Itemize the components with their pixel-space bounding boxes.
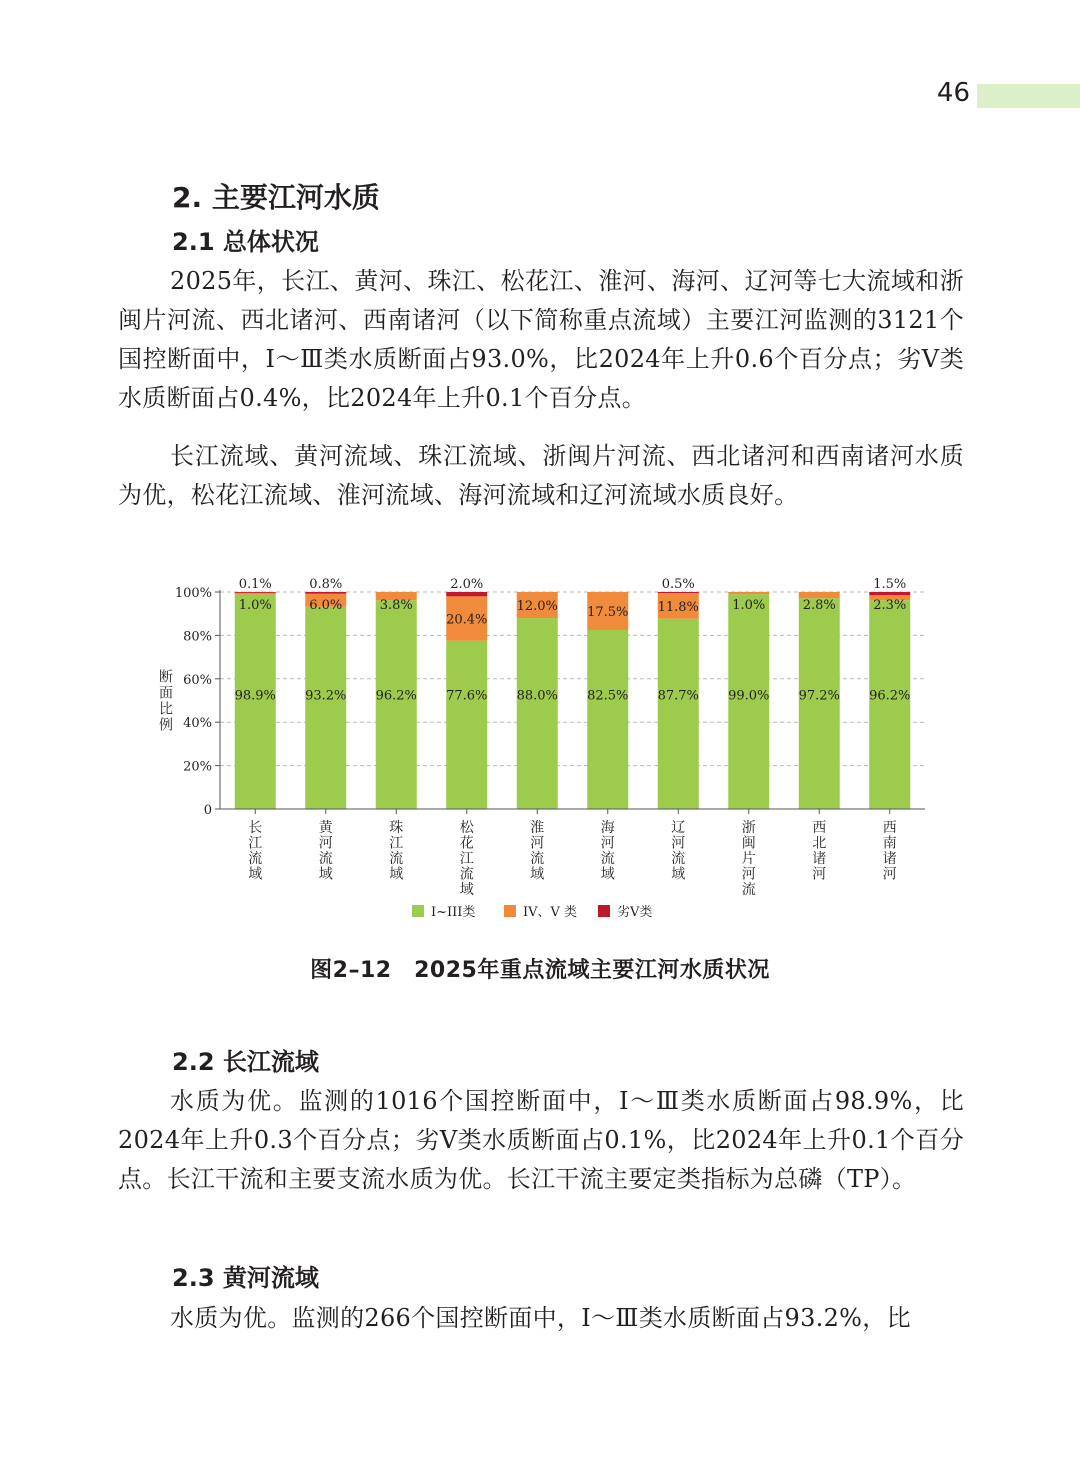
data-label: 2.8% xyxy=(802,598,836,613)
x-tick-label: 域 xyxy=(459,882,474,898)
x-tick-label: 诸 xyxy=(882,851,897,867)
x-tick-label: 辽 xyxy=(671,820,686,836)
data-label: 3.8% xyxy=(379,598,413,613)
data-label: 98.9% xyxy=(234,688,276,704)
legend-label: IV、V 类 xyxy=(523,905,578,920)
data-label: 87.7% xyxy=(657,688,699,704)
x-tick-label: 江 xyxy=(389,835,404,852)
x-tick-label: 域 xyxy=(248,866,263,883)
data-label: 82.5% xyxy=(587,688,629,704)
y-tick-label: 40% xyxy=(183,716,212,732)
data-label: 12.0% xyxy=(516,599,558,615)
x-tick-label: 松 xyxy=(459,820,474,836)
bar-segment xyxy=(305,592,346,594)
paragraph-yellow-river: 水质为优。监测的266个国控断面中，Ⅰ～Ⅲ类水质断面占93.2%，比 xyxy=(170,1304,911,1332)
data-label: 1.0% xyxy=(732,598,766,613)
paragraph-yangtze: 水质为优。监测的1016个国控断面中，Ⅰ～Ⅲ类水质断面占98.9%，比2024年上升0.3个百分点；劣Ⅴ类水质断面占0.1%，比2024年上升0.1个百分点。长江干流和主要支流水质为优。长江干流主要定类指标为总磷（TP）。 xyxy=(118,1087,964,1193)
data-label: 1.0% xyxy=(238,598,272,613)
bar-segment xyxy=(587,630,628,809)
x-tick-label: 域 xyxy=(318,866,333,883)
data-label: 0.5% xyxy=(661,577,695,592)
x-tick-label: 西 xyxy=(812,820,827,836)
y-axis-label: 例 xyxy=(159,717,173,734)
x-tick-label: 流 xyxy=(318,851,333,867)
bar-segment xyxy=(799,598,840,809)
data-label: 77.6% xyxy=(446,688,488,704)
x-tick-label: 河 xyxy=(882,866,897,883)
x-tick-label: 河 xyxy=(600,835,615,852)
x-tick-label: 西 xyxy=(882,820,897,836)
legend-label: 劣V类 xyxy=(617,905,653,920)
y-axis-label: 断 xyxy=(159,669,173,686)
x-tick-label: 域 xyxy=(530,866,545,883)
x-tick-label: 域 xyxy=(671,866,686,883)
bar-segment xyxy=(305,607,346,809)
x-tick-label: 江 xyxy=(459,851,474,867)
y-tick-label: 0 xyxy=(203,803,212,818)
data-label: 2.3% xyxy=(873,598,907,613)
bar-segment xyxy=(376,600,417,809)
x-tick-label: 淮 xyxy=(530,820,545,836)
x-tick-label: 闽 xyxy=(741,835,756,852)
data-label: 1.5% xyxy=(873,577,907,592)
x-tick-label: 长 xyxy=(248,820,263,836)
bar-segment xyxy=(235,592,276,593)
x-tick-label: 流 xyxy=(530,851,545,867)
x-tick-label: 诸 xyxy=(812,851,827,867)
data-label: 96.2% xyxy=(375,688,417,704)
x-tick-label: 珠 xyxy=(389,820,404,836)
figure-caption: 图2–12 2025年重点流域主要江河水质状况 xyxy=(310,958,770,983)
page-number: 46 xyxy=(936,78,970,108)
x-tick-label: 流 xyxy=(459,866,474,883)
bar-segment xyxy=(446,641,487,809)
data-label: 93.2% xyxy=(305,688,347,704)
bar-segment xyxy=(517,618,558,809)
data-label: 0.8% xyxy=(309,577,343,592)
subsection-title-2-2: 2.2 长江流域 xyxy=(172,1048,319,1076)
data-label: 6.0% xyxy=(309,598,343,613)
x-tick-label: 域 xyxy=(600,866,615,883)
x-tick-label: 流 xyxy=(741,882,756,898)
bar-segment xyxy=(446,592,487,596)
subsection-title-2-1: 2.1 总体状况 xyxy=(172,228,319,256)
legend-swatch xyxy=(598,905,610,917)
x-tick-label: 浙 xyxy=(741,820,756,836)
paragraph-basin-quality: 长江流域、黄河流域、珠江流域、浙闽片河流、西北诸河和西南诸河水质为优，松花江流域、淮河流域、海河流域和辽河流域水质良好。 xyxy=(118,442,964,509)
y-tick-label: 80% xyxy=(183,629,212,645)
section-title: 2. 主要江河水质 xyxy=(172,181,380,214)
data-label: 88.0% xyxy=(516,688,558,704)
y-tick-label: 100% xyxy=(174,586,212,601)
legend-swatch xyxy=(412,905,424,917)
x-tick-label: 南 xyxy=(882,835,897,852)
x-tick-label: 河 xyxy=(318,835,333,852)
x-tick-label: 流 xyxy=(600,851,615,867)
data-label: 17.5% xyxy=(587,604,629,620)
x-tick-label: 流 xyxy=(248,851,263,867)
x-tick-label: 河 xyxy=(741,866,756,883)
bar-segment xyxy=(658,619,699,809)
data-label: 2.0% xyxy=(450,577,484,592)
data-label: 0.1% xyxy=(238,577,272,592)
x-tick-label: 片 xyxy=(741,851,756,867)
legend-swatch xyxy=(504,905,516,917)
data-label: 20.4% xyxy=(446,612,488,628)
page-header-bar xyxy=(977,84,1080,108)
y-axis-label: 比 xyxy=(159,701,173,718)
paragraph-overview: 2025年，长江、黄河、珠江、松花江、淮河、海河、辽河等七大流域和浙闽片河流、西北诸河、西南诸河（以下简称重点流域）主要江河监测的3121个国控断面中，Ⅰ～Ⅲ类水质断面占93.0%，比2024年上升0.6个百分点；劣Ⅴ类水质断面占0.4%，比2024年上升0.1个百分点。 xyxy=(118,267,964,412)
x-tick-label: 北 xyxy=(812,835,827,852)
y-tick-label: 20% xyxy=(183,759,212,775)
x-tick-label: 流 xyxy=(389,851,404,867)
x-tick-label: 河 xyxy=(812,866,827,883)
bar-segment xyxy=(869,592,910,595)
bar-segment xyxy=(728,592,769,594)
legend-label: I~III类 xyxy=(431,905,476,920)
x-tick-label: 流 xyxy=(671,851,686,867)
subsection-title-2-3: 2.3 黄河流域 xyxy=(172,1264,319,1292)
bar-segment xyxy=(869,600,910,809)
x-tick-label: 花 xyxy=(459,835,474,852)
bar-segment xyxy=(658,592,699,593)
x-tick-label: 江 xyxy=(248,835,263,852)
x-tick-label: 海 xyxy=(600,820,615,836)
x-tick-label: 域 xyxy=(389,866,404,883)
data-label: 96.2% xyxy=(869,688,911,704)
data-label: 97.2% xyxy=(798,688,840,704)
y-axis-label: 面 xyxy=(159,685,173,702)
data-label: 99.0% xyxy=(728,688,770,704)
water-quality-chart xyxy=(150,565,950,940)
chart-svg xyxy=(150,565,950,940)
y-tick-label: 60% xyxy=(183,672,212,688)
data-label: 11.8% xyxy=(657,599,699,615)
x-tick-label: 河 xyxy=(671,835,686,852)
x-tick-label: 黄 xyxy=(318,820,333,836)
x-tick-label: 河 xyxy=(530,835,545,852)
